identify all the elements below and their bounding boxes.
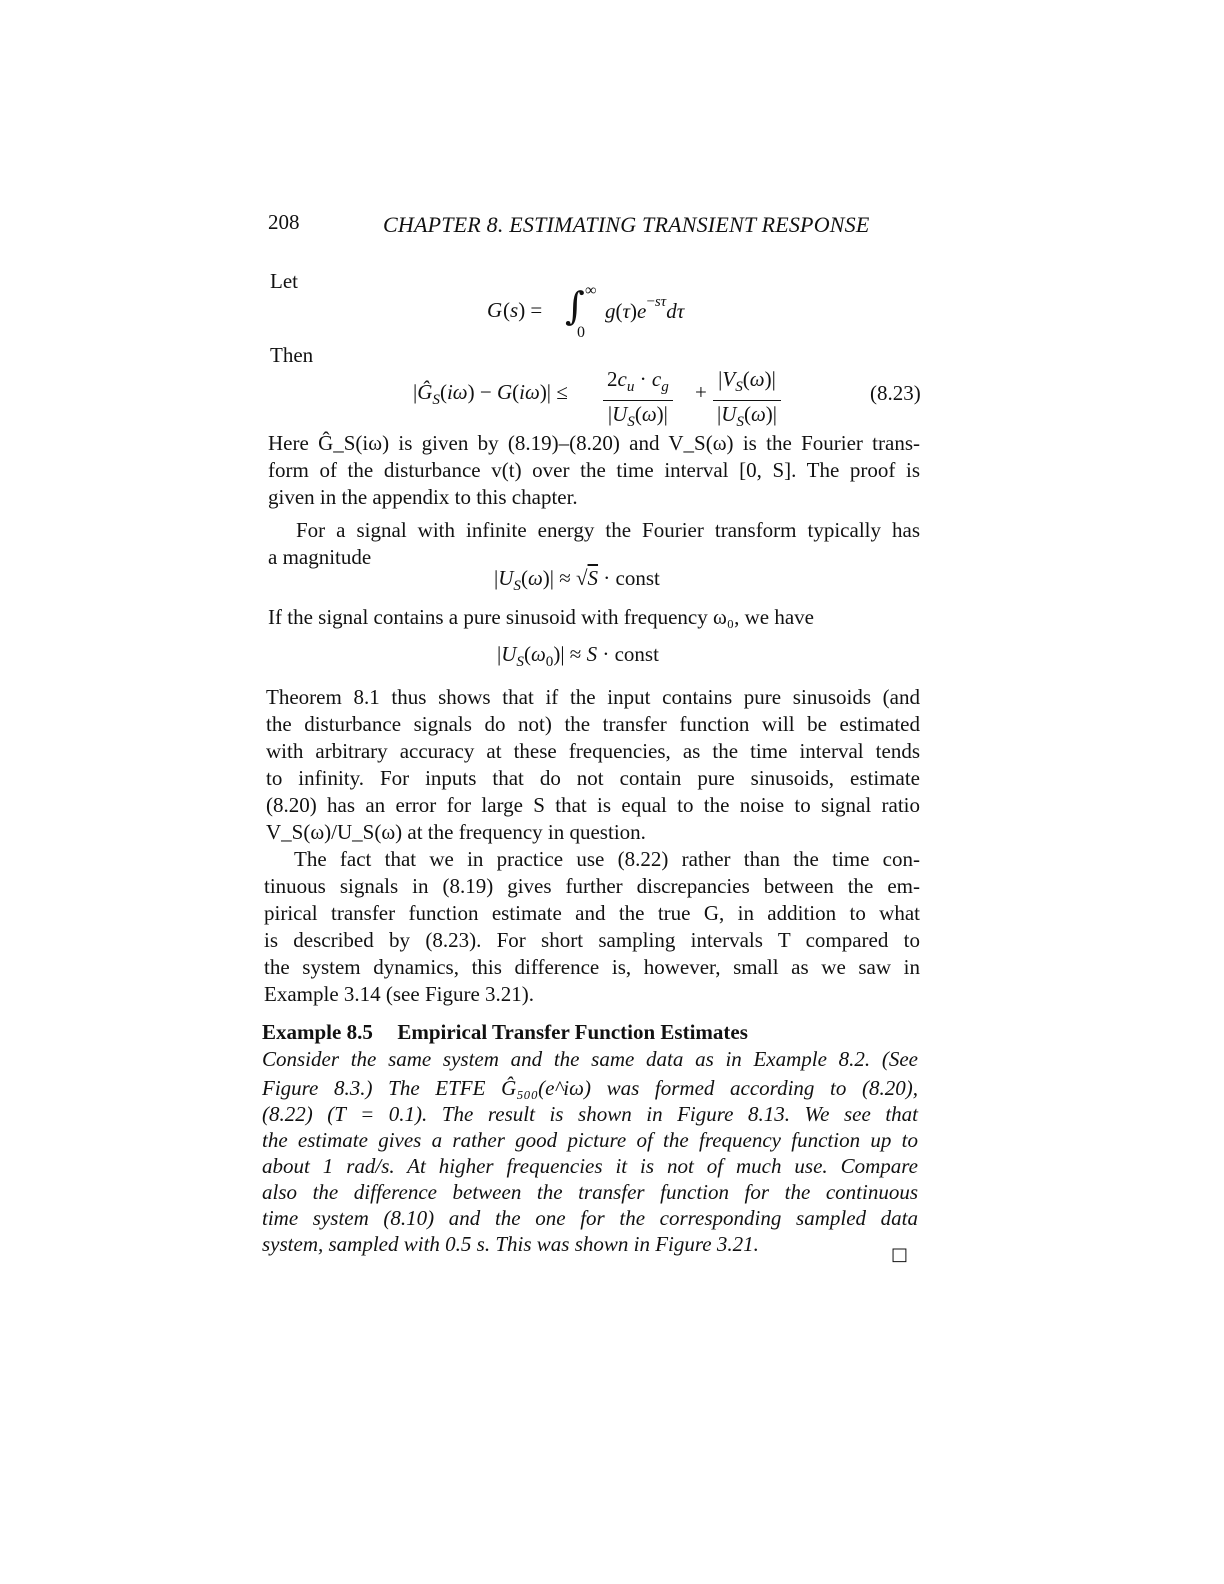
- text-line: tinuous signals in (8.19) gives further discrepancies between the em-: [264, 874, 920, 898]
- example-line: system, sampled with 0.5 s. This was shown in Figure 3.21.: [262, 1232, 759, 1256]
- example-title: Empirical Transfer Function Estimates: [397, 1020, 748, 1044]
- example-line: also the difference between the transfer function for the continuous: [262, 1180, 918, 1204]
- example-line: Figure 8.3.) The ETFE Ĝ₅₀₀(e^iω) was formed according to (8.20),: [262, 1076, 918, 1100]
- equation-g-definition: G (s) = ∫ ∞ 0 $g(\tau)e^{-s\tau}d\tau$: [487, 282, 685, 341]
- running-title: CHAPTER 8. ESTIMATING TRANSIENT RESPONSE: [383, 212, 870, 237]
- example-line: time system (8.10) and the one for the corresponding sampled data: [262, 1206, 918, 1230]
- word-let: Let: [270, 269, 298, 293]
- example-heading: [262, 1020, 748, 1045]
- equation-bound: $|Ĝ_S(i\omega) - G(i\omega)|$ ≤ $\frac{2c_u \cdot c_g}{|U_S(\omega)|}$ + $\frac{|V_S(\omega)|}{|U_S(\omega)|}$: [413, 368, 813, 426]
- example-line: Consider the same system and the same data as in Example 8.2. (See: [262, 1047, 918, 1071]
- example-line: the estimate gives a rather good picture of the frequency function up to: [262, 1128, 918, 1152]
- equation-us-w0: $|U_S(\omega_0)| \approx S$ · const: [497, 642, 659, 671]
- text-line: is described by (8.23). For short sampling intervals T compared to: [264, 928, 920, 952]
- text-line: V_S(ω)/U_S(ω) at the frequency in question.: [266, 820, 646, 844]
- paragraph-practice: [264, 846, 920, 1008]
- example-line: (8.22) (T = 0.1). The result is shown in Figure 8.13. We see that: [262, 1102, 918, 1126]
- equation-number-8-23: (8.23): [870, 381, 921, 405]
- text-line: to infinity. For inputs that do not contain pure sinusoids, estimate: [266, 766, 920, 790]
- paragraph-infinite-energy: [268, 517, 920, 571]
- word-then: Then: [270, 343, 314, 367]
- example-body: [262, 1046, 918, 1257]
- text-line: Example 3.14 (see Figure 3.21).: [264, 982, 535, 1006]
- page-number: 208: [268, 210, 300, 234]
- text-line: the system dynamics, this difference is, however, small as we saw in: [264, 955, 920, 979]
- text-line: (8.20) has an error for large S that is equal to the noise to signal ratio: [266, 793, 920, 817]
- paragraph-theorem: [266, 684, 920, 846]
- text-line: The fact that we in practice use (8.22) rather than the time con-: [294, 847, 920, 871]
- equation-us-magnitude: $|U_S(\omega)| \approx √S$ · const: [494, 566, 660, 595]
- text-line: given in the appendix to this chapter.: [268, 485, 578, 509]
- text-line: For a signal with infinite energy the Fourier transform typically has: [296, 518, 920, 542]
- end-of-example-mark: □: [891, 1244, 909, 1265]
- text-line: the disturbance signals do not) the transfer function will be estimated: [266, 712, 920, 736]
- text-line: Here Ĝ_S(iω) is given by (8.19)–(8.20) and V_S(ω) is the Fourier trans-: [268, 431, 920, 455]
- text-line: Theorem 8.1 thus shows that if the input contains pure sinusoids (and: [266, 685, 920, 709]
- example-line: about 1 rad/s. At higher frequencies it is not of much use. Compare: [262, 1154, 918, 1178]
- example-number: Example 8.5: [262, 1020, 373, 1044]
- text-line: pirical transfer function estimate and the true G, in addition to what: [264, 901, 920, 925]
- paragraph-here: [268, 430, 920, 511]
- text-line: If the signal contains a pure sinusoid with frequency ω₀, we have: [268, 605, 814, 629]
- paragraph-sinusoid: [268, 604, 920, 631]
- text-line: with arbitrary accuracy at these frequencies, as the time interval tends: [266, 739, 920, 763]
- text-line: a magnitude: [268, 545, 372, 569]
- text-line: form of the disturbance v(t) over the time interval [0, S]. The proof is: [268, 458, 920, 482]
